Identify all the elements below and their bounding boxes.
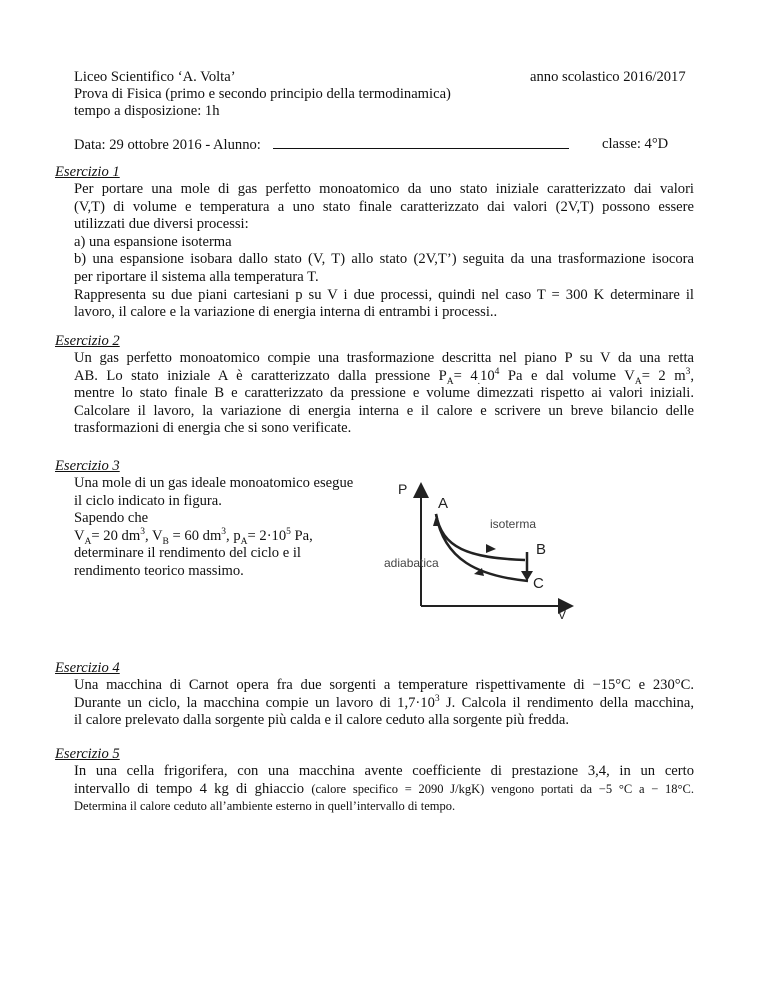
ex1-line: (V,T) di volume e temperatura a uno stato finale caratterizzato dai valori (2V,T) possono essere bbox=[74, 198, 694, 215]
ex1-line: per riportare il sistema alla temperatura T. bbox=[74, 268, 319, 285]
point-a-label: A bbox=[438, 495, 449, 512]
ex1-line: lavoro, il calore e la variazione di energia interna di entrambi i processi.. bbox=[74, 304, 498, 321]
exercise-2-title: Esercizio 2 bbox=[55, 333, 120, 349]
ex5-line: In una cella frigorifera, con una macchina avente coefficiente di prestazione 3,4, in un certo bbox=[74, 763, 694, 779]
exercise-2-text bbox=[74, 350, 694, 438]
ex1-line: Rappresenta su due piani cartesiani p su V i due processi, quindi nel caso T = 300 K determinare il bbox=[74, 286, 694, 303]
exercise-1-text bbox=[74, 181, 694, 322]
v-axis-label: V bbox=[558, 608, 567, 622]
exercise-4-text bbox=[74, 677, 694, 730]
class-label: classe: 4°D bbox=[602, 136, 669, 152]
ex4-line: Una macchina di Carnot opera fra due sorgenti a temperature rispettivamente di −15°C e 230°C. bbox=[74, 677, 694, 693]
test-subject: Prova di Fisica (primo e secondo principio della termodinamica) bbox=[74, 86, 451, 102]
ex3-line: rendimento teorico massimo. bbox=[74, 562, 244, 579]
date-line bbox=[74, 136, 569, 155]
ex4-line: il calore prelevato dalla sorgente più calda e il calore ceduto alla sorgente più fredda. bbox=[74, 712, 570, 729]
ex1-line: b) una espansione isobara dallo stato (V, T) allo stato (2V,T’) seguita da una trasformazione isocora bbox=[74, 251, 694, 268]
school-year: anno scolastico 2016/2017 bbox=[530, 69, 686, 85]
ex2-line: Un gas perfetto monoatomico compie una trasformazione descritta nel piano P su V da una retta bbox=[74, 350, 694, 366]
ex2-line: Calcolare il lavoro, la variazione di energia interna e il calore e scrivere un breve bilancio delle bbox=[74, 402, 694, 419]
ex1-line: Per portare una mole di gas perfetto monoatomico da uno stato iniziale caratterizzato dai valori bbox=[74, 181, 694, 197]
arrow-isotherm-icon bbox=[486, 544, 496, 553]
ex3-line: Sapendo che bbox=[74, 510, 149, 527]
time-allowed: tempo a disposizione: 1h bbox=[74, 103, 220, 119]
exercise-4-title: Esercizio 4 bbox=[55, 660, 120, 676]
adiabatica-label: adiabatica bbox=[384, 556, 439, 570]
point-b-label: B bbox=[536, 541, 547, 558]
ex1-line: a) una espansione isoterma bbox=[74, 233, 232, 250]
ex3-line: determinare il rendimento del ciclo e il bbox=[74, 545, 301, 562]
ex2-line: trasformazioni di energia che si sono verificate. bbox=[74, 420, 352, 437]
ex5-line-2: intervallo di tempo 4 kg di ghiaccio (calore specifico = 2090 J/kgK) vengono portati da −5 °C a − 18°C. bbox=[74, 780, 695, 797]
ex2-line-2: AB. Lo stato iniziale A è caratterizzato dalla pressione $P_A= 4_.10^4$ Pa e dal volume $V_A= 2$ $m^3$, bbox=[74, 366, 694, 387]
ex4-line-2: Durante un ciclo, la macchina compie un lavoro di $1,7\cdot 10^3$ J. Calcola il rendimento della macchina, bbox=[74, 693, 694, 711]
isoterma-label: isoterma bbox=[490, 517, 537, 531]
exercise-5-text bbox=[74, 763, 694, 816]
ex3-line: il ciclo indicato in figura. bbox=[74, 492, 222, 509]
school-name: Liceo Scientifico ‘A. Volta’ bbox=[74, 69, 236, 85]
pv-cycle-figure bbox=[378, 478, 578, 623]
point-c-label: C bbox=[533, 575, 544, 592]
ex3-line-values: $V_A= 20$ $dm^3$, $V_B = 60$ $dm^3$, $p_A= 2\cdot 10^5$ Pa, bbox=[74, 526, 313, 547]
date-label: Data: 29 ottobre 2016 - Alunno: bbox=[74, 137, 261, 153]
ex5-line: Determina il calore ceduto all’ambiente esterno in quell’intervallo di tempo. bbox=[74, 799, 456, 814]
ex1-line: utilizzati due diversi processi: bbox=[74, 216, 249, 233]
exercise-3-title: Esercizio 3 bbox=[55, 458, 120, 474]
student-name-blank[interactable] bbox=[273, 136, 569, 149]
exercise-1-title: Esercizio 1 bbox=[55, 164, 120, 180]
ex3-line: Una mole di un gas ideale monoatomico esegue bbox=[74, 475, 354, 491]
exercise-3-text bbox=[74, 475, 353, 581]
ex2-line: mentre lo stato finale B e caratterizzato da pressione e volume dimezzati rispetto ai valori iniziali. bbox=[74, 385, 694, 402]
exercise-5-title: Esercizio 5 bbox=[55, 746, 120, 762]
p-axis-label: P bbox=[398, 481, 408, 497]
